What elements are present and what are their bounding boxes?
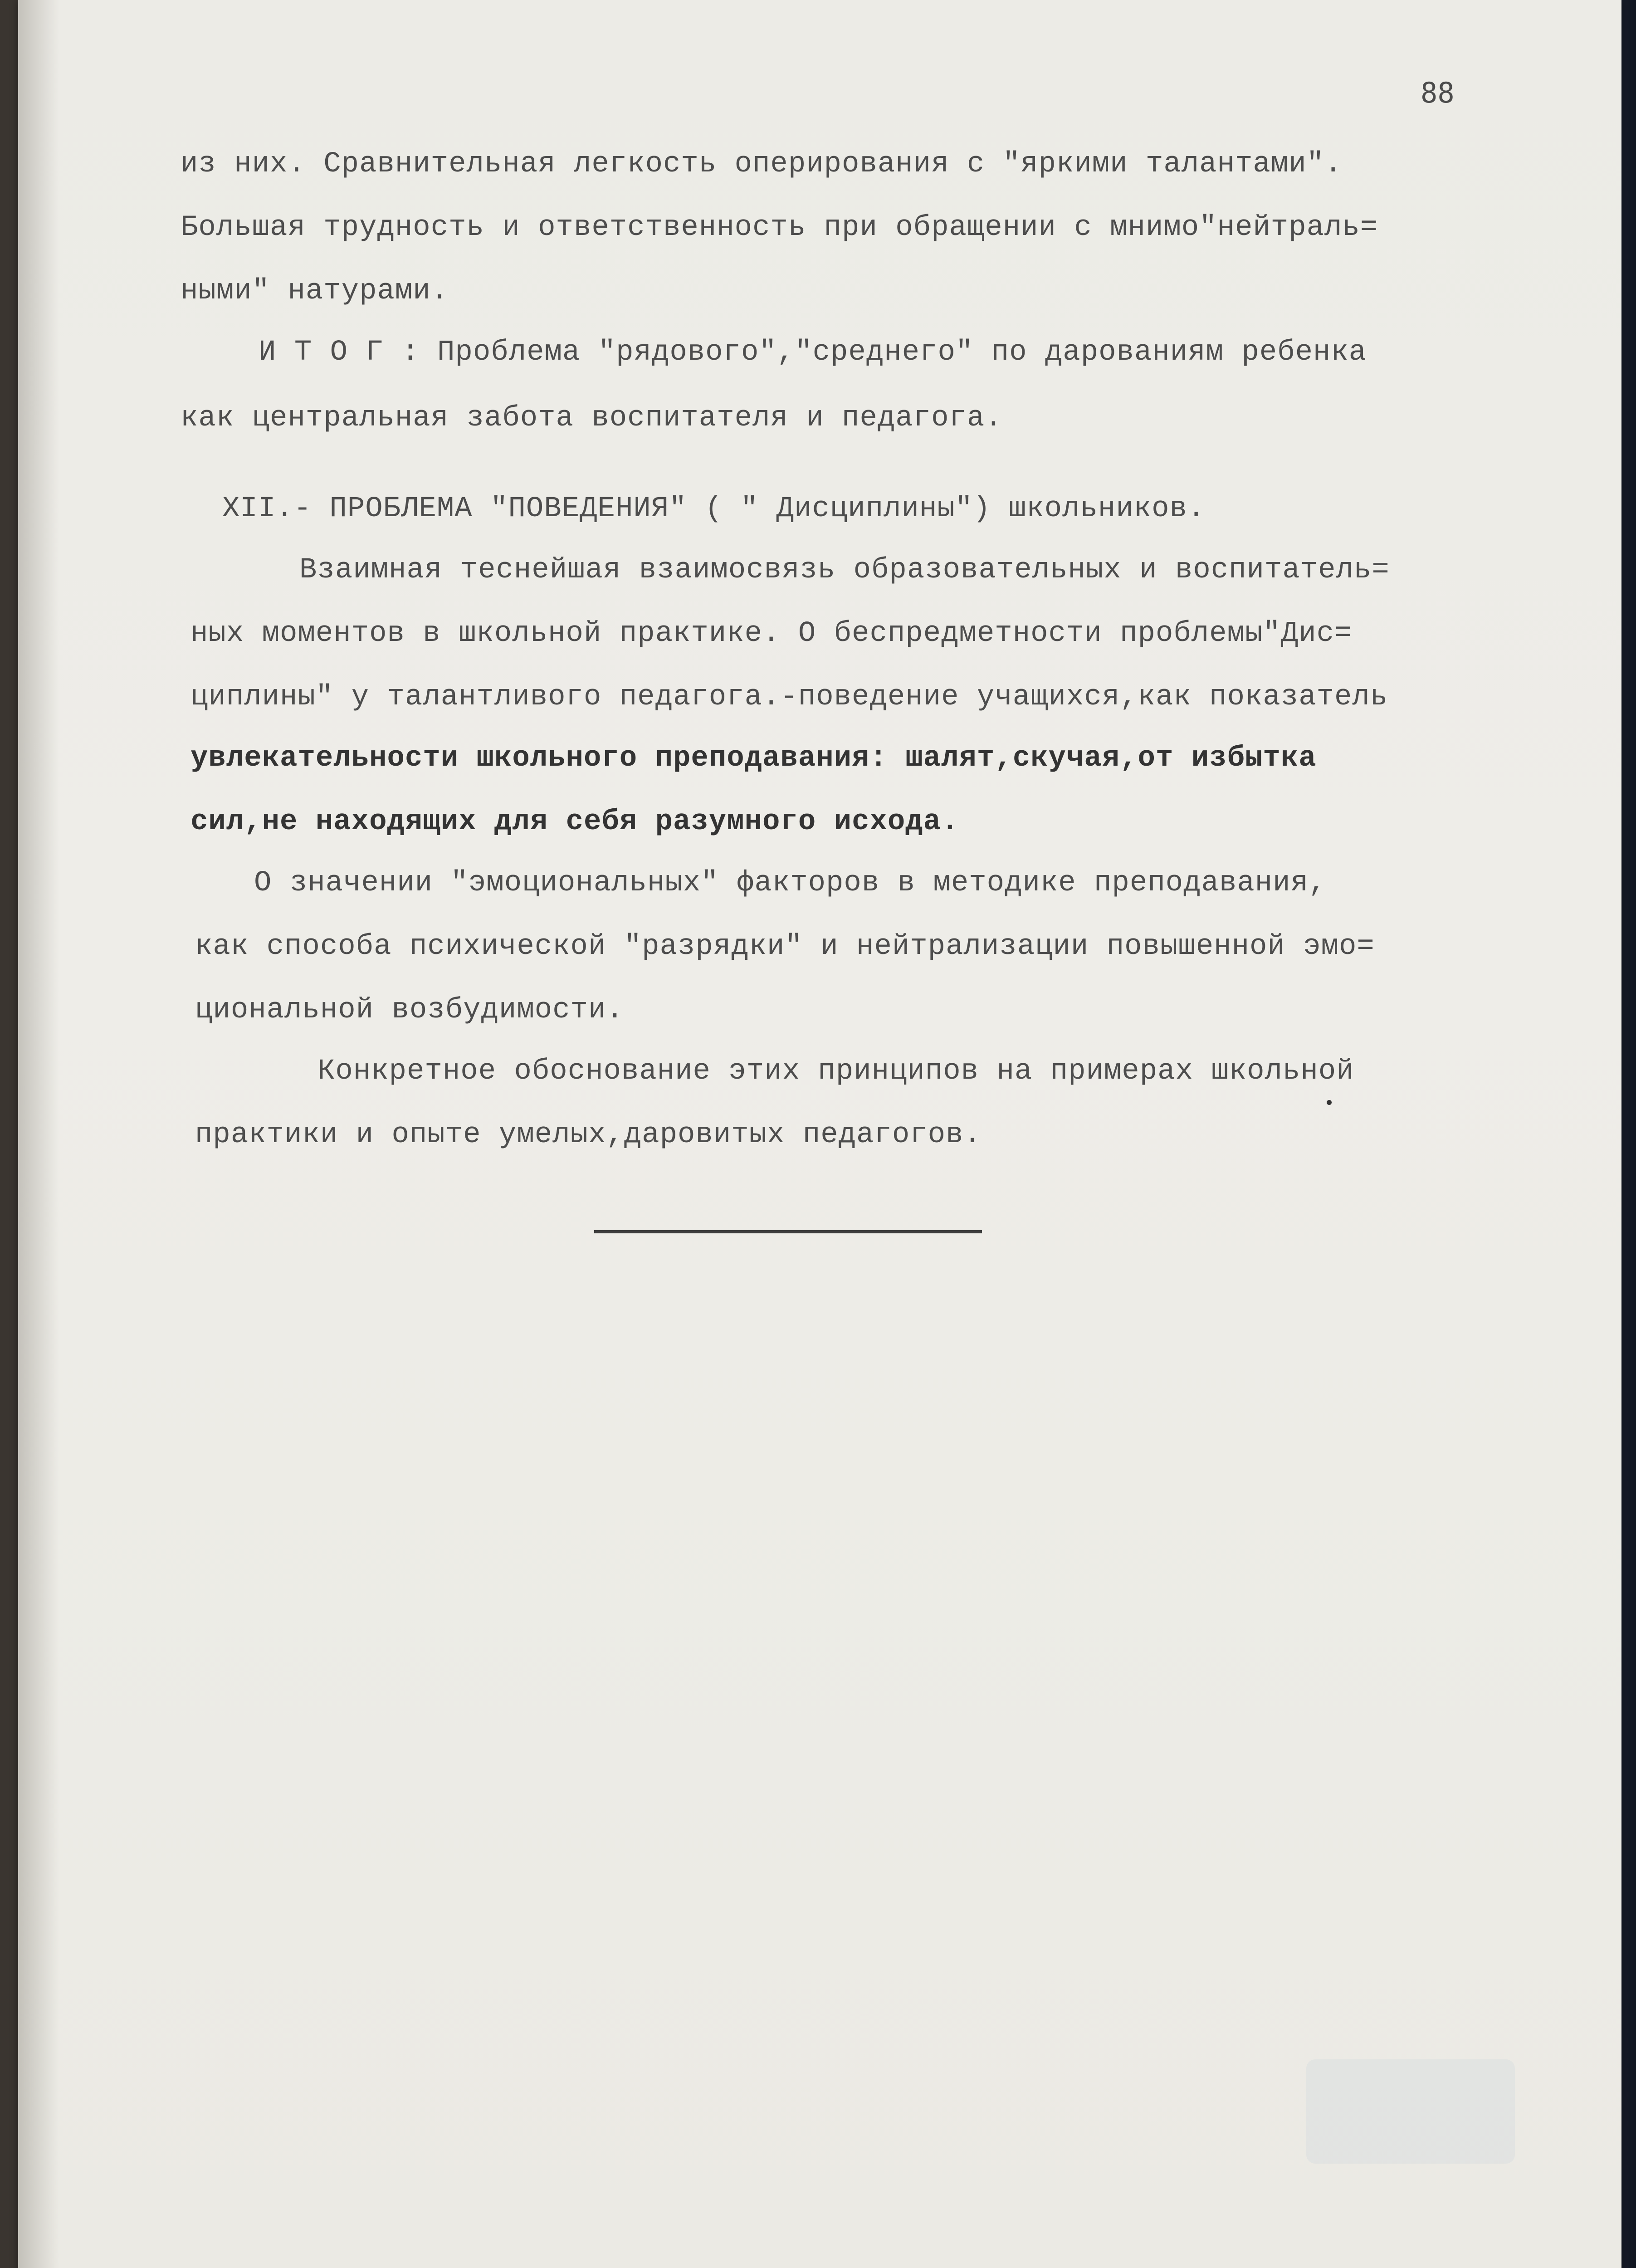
faint-stamp xyxy=(1306,2059,1515,2164)
text-line: сил,не находящих для себя разумного исхода. xyxy=(190,806,959,838)
text-line: циональной возбудимости. xyxy=(195,994,624,1026)
section-heading: XII.- ПРОБЛЕМА "ПОВЕДЕНИЯ" ( " Дисциплины") школьников. xyxy=(222,493,1206,525)
text-line: Большая трудность и ответственность при обращении с мнимо"нейтраль= xyxy=(181,211,1378,244)
text-line: увлекательности школьного преподавания: шалят,скучая,от избытка xyxy=(190,742,1317,775)
text-line: ных моментов в школьной практике. О беспредметности проблемы"Дис= xyxy=(190,617,1353,650)
text-line: И Т О Г : Проблема "рядового","среднего" по дарованиям ребенка xyxy=(259,336,1367,369)
page-number: 88 xyxy=(1421,76,1455,109)
end-rule xyxy=(594,1230,982,1233)
text-line: Конкретное обоснование этих принципов на примерах школьной xyxy=(317,1055,1354,1088)
text-line: как центральная забота воспитателя и педагога. xyxy=(181,402,1003,435)
text-line: Взаимная теснейшая взаимосвязь образовательных и воспитатель= xyxy=(299,554,1390,587)
text-line: практики и опыте умелых,даровитых педагогов. xyxy=(195,1119,982,1151)
text-line: циплины" у талантливого педагога.-поведение учащихся,как показатель xyxy=(190,681,1388,714)
text-line: ными" натурами. xyxy=(181,275,449,308)
text-line: О значении "эмоциональных" факторов в методике преподавания, xyxy=(254,867,1327,899)
paper-shade xyxy=(18,0,59,2268)
text-line: как способа психической "разрядки" и нейтрализации повышенной эмо= xyxy=(195,930,1375,963)
ink-dot xyxy=(1327,1100,1332,1105)
text-line: из них. Сравнительная легкость оперирования с "яркими талантами". xyxy=(181,148,1343,181)
